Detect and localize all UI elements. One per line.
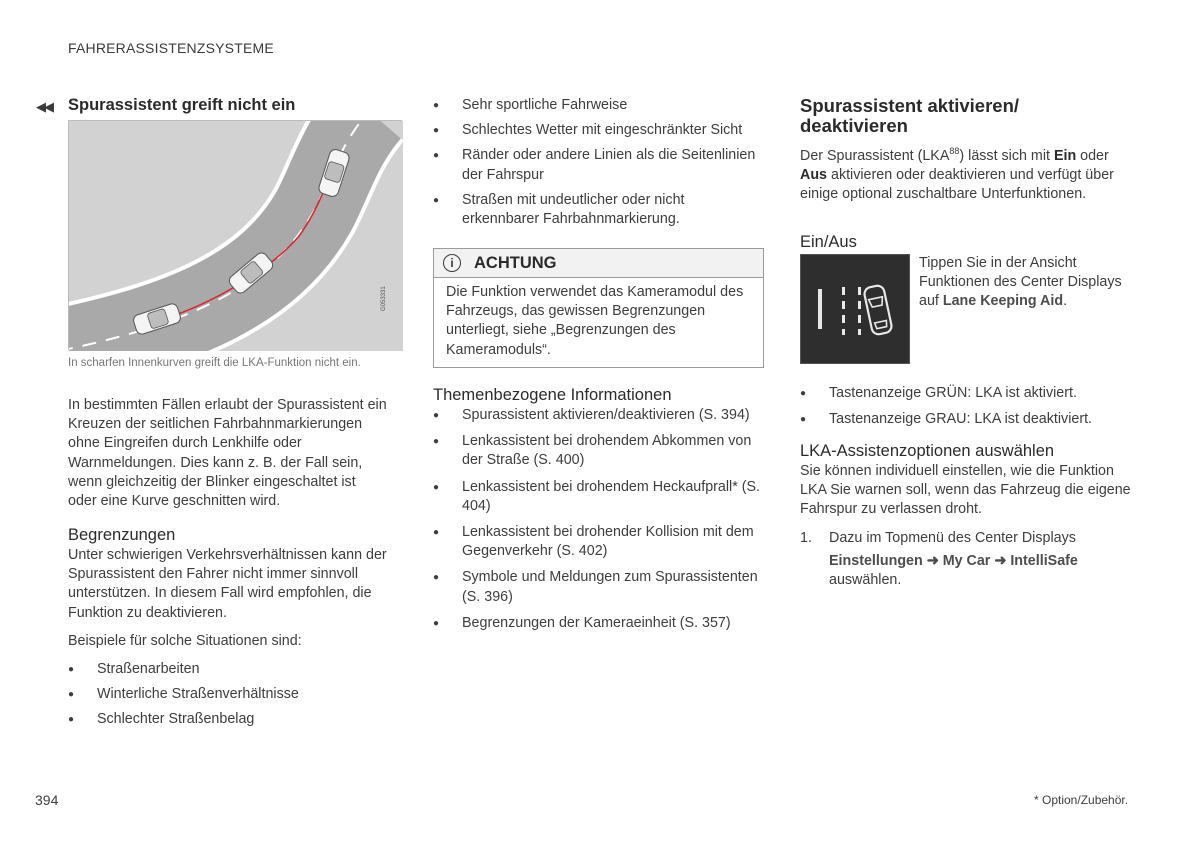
intro-text: aktivieren oder deaktivieren und verfügt über einige optional zuschaltbare Unterfunktionen. (800, 166, 1114, 203)
col3-title-line2: deaktivieren (800, 115, 908, 136)
intro-text: Der Spurassistent (LKA (800, 147, 950, 164)
figure-caption: In scharfen Innenkurven greift die LKA-Funktion nicht ein. (68, 357, 361, 369)
list-item: ● Schlechter Straßenbelag (68, 710, 388, 729)
list-item: ● Straßen mit undeutlicher oder nicht erkennbarer Fahrbahnmarkierung. (433, 191, 763, 229)
col1-title: Spurassistent greift nicht ein (68, 96, 296, 114)
step-end: auswählen. (829, 572, 902, 589)
step-text (829, 529, 1129, 591)
arrow-right-icon: ➜ (994, 553, 1007, 570)
list-item: ● Schlechtes Wetter mit eingeschränkter Sicht (433, 121, 763, 140)
examples-intro: Beispiele für solche Situationen sind: (68, 633, 302, 649)
step-number: 1. (800, 530, 812, 546)
list-item: ● Ränder oder andere Linien als die Seitenlinien der Fahrspur (433, 146, 763, 184)
related-link[interactable]: ● Begrenzungen der Kameraeinheit (S. 357) (433, 614, 763, 633)
menu-path-item: IntelliSafe (1010, 553, 1078, 570)
footnote-ref: 88 (949, 146, 960, 156)
examples-list (68, 660, 388, 730)
arrow-right-icon: ➜ (926, 553, 939, 570)
step-line: Dazu im Topmenü des Center Displays (829, 530, 1076, 546)
options-text: Sie können individuell einstellen, wie die Funktion LKA Sie warnen soll, wenn das Fahrzeug die eigene Fahrspur zu verlassen droht. (800, 463, 1131, 518)
einaus-title: Ein/Aus (800, 233, 857, 251)
list-item: ● Tastenanzeige GRÜN: LKA ist aktiviert. (800, 384, 1130, 403)
menu-path-item: Einstellungen (829, 553, 923, 570)
ein-label: Ein (1053, 147, 1077, 164)
road-curve-illustration (69, 121, 403, 351)
warning-box (433, 248, 764, 368)
back-double-chevron-icon[interactable]: ◀◀ (36, 99, 52, 114)
lane-keeping-car-icon (801, 255, 909, 363)
figure-code: G053331 (381, 286, 387, 311)
related-link[interactable]: ● Lenkassistent bei drohender Kollision mit dem Gegenverkehr (S. 402) (433, 523, 763, 561)
aus-label: Aus (800, 166, 828, 183)
situation-list (433, 96, 763, 229)
lane-keeping-aid-label: Lane Keeping Aid (942, 293, 1064, 310)
list-item: ● Tastenanzeige GRAU: LKA ist deaktiviert. (800, 410, 1130, 429)
menu-path-item: My Car (942, 553, 991, 570)
page-number: 394 (35, 792, 59, 808)
related-list (433, 406, 763, 633)
footer-note: * Option/Zubehör. (1034, 793, 1129, 807)
tap-instruction (919, 254, 1131, 312)
options-title: LKA-Assistenzoptionen auswählen (800, 442, 1055, 460)
tap-text: Tippen Sie in der Ansicht Funktionen des Center Displays auf (919, 255, 1122, 310)
col3-intro (800, 142, 1130, 204)
col3-title (800, 96, 1019, 136)
intro-text: ) lässt sich mit (959, 147, 1054, 164)
list-item: ● Winterliche Straßenverhältnisse (68, 685, 388, 704)
related-link[interactable]: ● Spurassistent aktivieren/deaktivieren (S. 394) (433, 406, 763, 425)
related-link[interactable]: ● Lenkassistent bei drohendem Heckaufprall* (S. 404) (433, 478, 763, 516)
col1-intro: In bestimmten Fällen erlaubt der Spurassistent ein Kreuzen der seitlichen Fahrbahnmarkierungen ohne Eingreifen durch Lenkhilfe oder Warnmeldungen. Dies kann z. B. der Fall sein, wenn gleichzeitig der Blinker eingeschaltet ist oder eine Kurve geschnitten wird. (68, 397, 387, 510)
status-list (800, 384, 1130, 429)
related-link[interactable]: ● Lenkassistent bei drohendem Abkommen von der Straße (S. 400) (433, 432, 763, 470)
warning-text: Die Funktion verwendet das Kameramodul des Fahrzeugs, das gewissen Begrenzungen unterliegt, siehe „Begrenzungen des Kameramoduls“. (446, 284, 744, 358)
intro-text: oder (1076, 147, 1109, 164)
limits-text: Unter schwierigen Verkehrsverhältnissen kann der Spurassistent den Fahrer nicht immer sinnvoll unterstützen. In diesem Fall wird empfohlen, die Funktion zu deaktivieren. (68, 547, 387, 621)
list-item: ● Straßenarbeiten (68, 660, 388, 679)
info-circle-icon: i (443, 254, 461, 272)
tap-text: . (1063, 293, 1068, 310)
lane-keeping-aid-button[interactable] (800, 254, 910, 364)
related-title: Themenbezogene Informationen (433, 386, 672, 404)
related-link[interactable]: ● Symbole und Meldungen zum Spurassistenten (S. 396) (433, 568, 763, 606)
lka-figure (68, 120, 402, 350)
menu-path (829, 552, 1129, 571)
col3-title-line1: Spurassistent aktivieren/ (800, 95, 1020, 116)
warning-title: ACHTUNG (474, 253, 557, 272)
limits-title: Begrenzungen (68, 526, 176, 544)
warning-header (434, 249, 763, 278)
section-header: FAHRERASSISTENZSYSTEME (68, 40, 274, 56)
list-item: ● Sehr sportliche Fahrweise (433, 96, 763, 115)
